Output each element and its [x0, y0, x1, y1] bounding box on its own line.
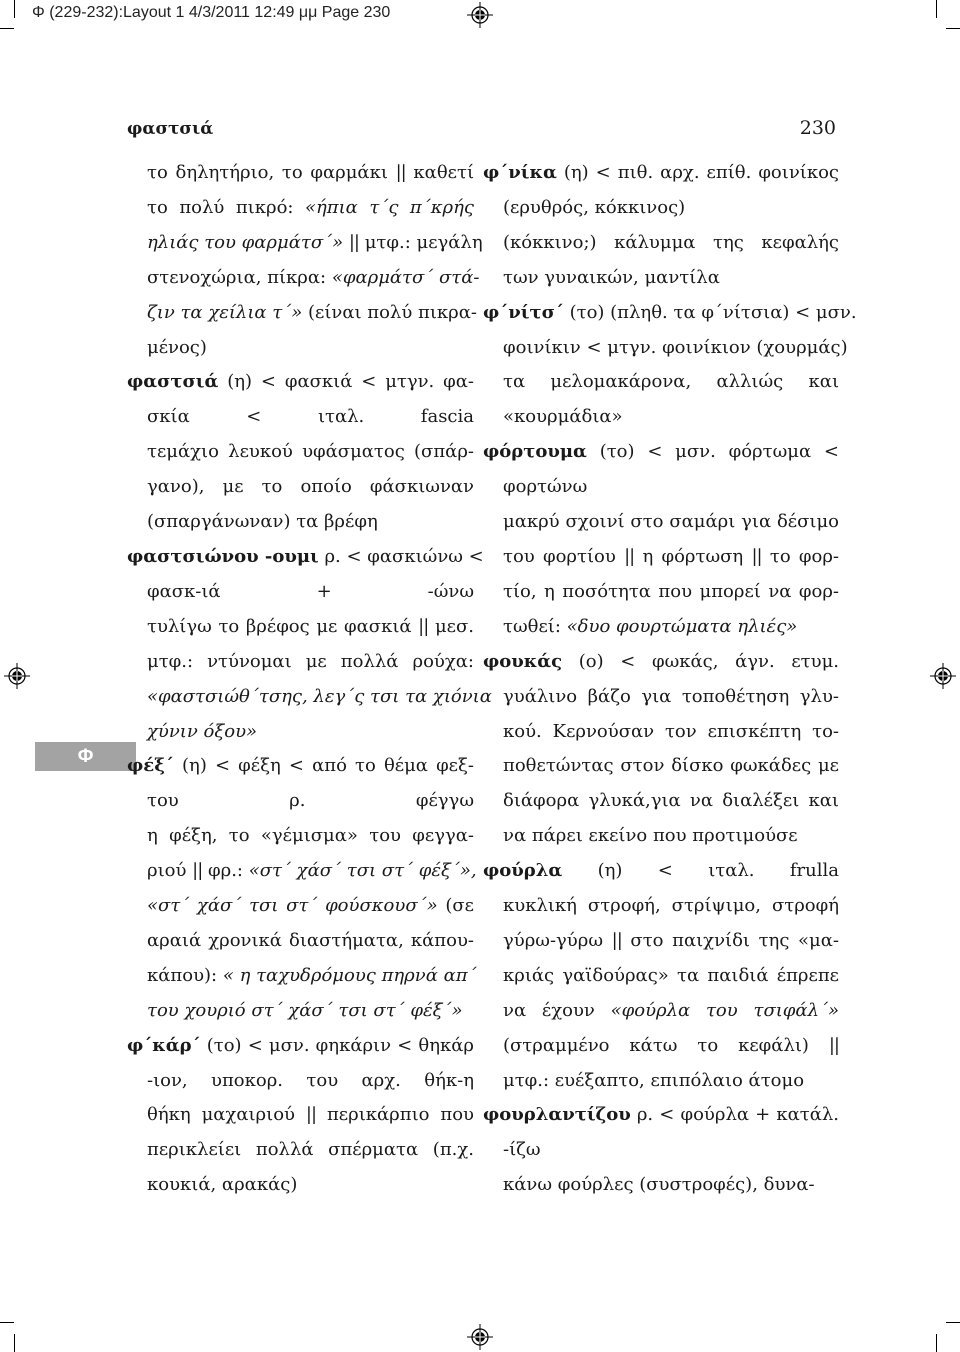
definition-text: μτφ.: ευέξαπτο, επιπόλαιο άτομο	[503, 1069, 805, 1091]
definition-text: (ερυθρός, κόκκινος)	[503, 196, 686, 218]
definition-text: τωθεί:	[503, 615, 567, 637]
definition-text: (ο) < φωκάς, άγν. ετυμ.	[562, 650, 839, 672]
definition-text: των γυναικών, μαντίλα	[503, 266, 720, 288]
entry-line	[137, 680, 492, 715]
entry-line	[493, 226, 839, 261]
headword: φέξ΄	[127, 755, 174, 777]
example-quote: ζιν τα χείλια τ΄»	[147, 301, 303, 323]
entry-line	[493, 1029, 839, 1064]
running-head: φαστσιά	[127, 119, 214, 139]
crop-mark-top-left	[0, 28, 14, 29]
example-quote: «φαρμάτσ΄ στά-	[331, 266, 480, 288]
thumb-index-tab: Φ	[35, 742, 136, 771]
entry-line	[493, 191, 839, 226]
registration-mark-icon	[4, 663, 30, 689]
sense-separator: ||	[395, 162, 406, 183]
definition-text: κάνω φούρλες (συστροφές), δυνα-	[503, 1174, 815, 1196]
entry-line	[493, 1064, 839, 1099]
definition-text: μένος)	[147, 336, 207, 358]
entry-line	[493, 470, 839, 505]
entry-line	[493, 889, 839, 924]
example-quote: «στ΄ χάσ΄ τσι στ΄ φούσκουσ΄»	[147, 895, 438, 917]
entry-line	[137, 470, 474, 505]
definition-text: μακρύ σχοινί στο σαμάρι για δέσιμο	[503, 511, 839, 533]
crop-mark-top-right-v	[936, 0, 937, 18]
definition-text: κού. Κερνούσαν τον επισκέπτη το-	[503, 720, 839, 742]
entry-line	[137, 575, 474, 610]
definition-text: διάφορα γλυκά,για να διαλέξει και	[503, 790, 839, 812]
example-quote: « η ταχυδρόμους πηρνά απ΄	[222, 964, 477, 986]
entry-line	[493, 749, 839, 784]
definition-text: (σε	[437, 895, 474, 917]
entry-line	[493, 680, 839, 715]
entry-line	[137, 924, 474, 959]
definition-text: να πάρει εκείνο που προτιμούσε	[503, 825, 798, 847]
definition-text: η φόρτωση	[634, 545, 752, 567]
entry-line	[127, 1029, 474, 1064]
entry-line	[493, 610, 839, 645]
headword: φαστσιά	[127, 371, 219, 393]
entry-line	[483, 435, 839, 470]
dictionary-column-left	[127, 156, 492, 1203]
print-slug-line: Φ (229-232):Layout 1 4/3/2011 12:49 μμ Page 230	[32, 4, 391, 21]
definition-text: γανο), με το οποίο φάσκιωναν	[147, 476, 474, 498]
entry-line	[137, 191, 474, 226]
definition-text: μτφ.: ντύνομαι με πολλά ρούχα:	[147, 650, 474, 672]
registration-mark-icon	[467, 1324, 493, 1350]
definition-text: (η) < πιθ. αρχ. επίθ. φοινίκος	[556, 162, 839, 183]
entry-line	[137, 854, 477, 889]
entry-line	[493, 924, 839, 959]
definition-text: αραιά χρονικά διαστήματα, κάπου-	[147, 929, 474, 951]
entry-line	[137, 784, 474, 819]
entry-line	[137, 715, 474, 750]
entry-line	[137, 505, 474, 540]
sense-separator: ||	[305, 1104, 317, 1126]
entry-line	[137, 645, 474, 680]
headword: φουρλαντίζου	[483, 1104, 631, 1126]
headword: φουκάς	[483, 650, 563, 672]
entry-line	[137, 400, 474, 435]
entry-line	[493, 540, 839, 575]
entry-line	[483, 296, 857, 331]
example-quote: «στ΄ χάσ΄ τσι στ΄ φέξ΄»,	[248, 860, 477, 882]
headword: φαστσιώνου -ουμι	[127, 545, 319, 567]
definition-text: μεσ.	[428, 615, 474, 637]
definition-text: το φορ-	[761, 545, 840, 567]
entry-line	[137, 296, 477, 331]
example-quote: χύνιν όξου»	[147, 720, 258, 742]
definition-text: φορτώνω	[503, 476, 588, 498]
entry-line	[493, 784, 839, 819]
entry-line	[137, 959, 477, 994]
definition-text: κριάς γαϊδούρας» τα παιδιά έπρεπε	[503, 964, 839, 986]
entry-line	[493, 365, 839, 400]
page-number: 230	[799, 117, 836, 139]
entry-line	[493, 505, 839, 540]
crop-mark-bottom-right-v	[936, 1334, 937, 1352]
definition-text: γυάλινο βάζο για τοποθέτηση γλυ-	[503, 685, 839, 707]
entry-line	[493, 400, 839, 435]
entry-line	[137, 331, 474, 366]
definition-text: ρ. < φασκιώνω <	[318, 545, 484, 567]
definition-text: τίο, η ποσότητα που μπορεί να φορ-	[503, 580, 839, 602]
definition-text: -ιον, υποκορ. του αρχ. θήκ-η	[147, 1069, 474, 1091]
entry-line	[493, 819, 839, 854]
definition-text: του φορτίου	[503, 545, 625, 567]
sense-separator: ||	[348, 231, 359, 253]
registration-mark-icon	[467, 2, 493, 28]
definition-text: τα μελομακάρονα, αλλιώς και	[503, 371, 839, 393]
definition-text: (η) < φασκιά < μτγν. φα-	[218, 371, 474, 393]
sense-separator: ||	[192, 860, 203, 882]
definition-text: θήκη μαχαιριού	[147, 1104, 306, 1126]
sense-separator: ||	[828, 1034, 839, 1056]
definition-text: ρ. < φούρλα + κατάλ.	[630, 1104, 839, 1126]
definition-text: φασκ-ιά + -ώνω	[147, 580, 474, 602]
definition-text: περικλείει πολλά σπέρματα (π.χ.	[147, 1139, 474, 1161]
entry-line	[127, 540, 484, 575]
definition-text: κάπου):	[147, 964, 223, 986]
entry-line	[493, 331, 848, 366]
example-quote: «ήπια τ΄ς π΄κρής	[305, 196, 474, 218]
example-quote: «φαστσιώθ΄τσης, λεγ΄ς τσι τα χιόνια	[147, 685, 492, 707]
definition-text: «κουρμάδια»	[503, 406, 623, 428]
headword: φούρλα	[483, 860, 563, 882]
definition-text: (σπαργάνωναν) τα βρέφη	[147, 511, 378, 533]
headword: φ΄κάρ΄	[127, 1034, 201, 1056]
entry-line	[137, 819, 474, 854]
entry-line	[493, 959, 839, 994]
definition-text: (στραμμένο κάτω το κεφάλι)	[503, 1034, 829, 1056]
example-quote: «φούρλα του τσιφάλ΄»	[610, 999, 839, 1021]
entry-line	[493, 1133, 839, 1168]
entry-line	[137, 156, 474, 191]
crop-mark-top-left-v	[14, 0, 15, 18]
entry-line	[483, 156, 839, 191]
entry-line	[493, 261, 839, 296]
definition-text: (η) < φέξη < από το θέμα φεξ-	[173, 755, 474, 777]
sense-separator: ||	[624, 545, 635, 567]
definition-text: ριού	[147, 860, 193, 882]
example-quote: ηλιάς του φαρμάτσ΄»	[147, 231, 344, 253]
dictionary-column-right	[483, 156, 857, 1203]
definition-text: (η) < ιταλ. frulla	[562, 860, 839, 882]
sense-separator: ||	[751, 545, 762, 567]
entry-line	[137, 226, 483, 261]
entry-line	[493, 1168, 839, 1203]
definition-text: το δηλητήριο, το φαρμάκι	[147, 162, 396, 183]
definition-text: να έχουν	[503, 999, 611, 1021]
entry-line	[483, 1098, 839, 1133]
definition-text: γύρω-γύρω	[503, 929, 612, 951]
entry-line	[483, 645, 839, 680]
entry-line	[137, 1168, 474, 1203]
definition-text: τεμάχιο λευκού υφάσματος (σπάρ-	[147, 441, 474, 463]
definition-text: κουκιά, αρακάς)	[147, 1174, 298, 1196]
definition-text: φοινίκιν < μτγν. φοινίκιον (χουρμάς)	[503, 336, 848, 358]
definition-text: -ίζω	[503, 1139, 541, 1161]
definition-text: η φέξη, το «γέμισμα» του φεγγα-	[147, 825, 474, 847]
entry-line	[137, 261, 480, 296]
headword: φ΄νίτσ΄	[483, 301, 564, 323]
sense-separator: ||	[418, 615, 429, 637]
definition-text: περικάρπιο που	[316, 1104, 474, 1126]
definition-text: του ρ. φέγγω	[147, 790, 474, 812]
definition-text: καθετί	[405, 162, 475, 183]
definition-text: ποθετώντας στον δίσκο φωκάδες με	[503, 755, 839, 777]
definition-text: στενοχώρια, πίκρα:	[147, 266, 332, 288]
entry-line	[137, 610, 474, 645]
definition-text: μτφ.: μεγάλη	[359, 231, 483, 253]
crop-mark-bottom-right	[946, 1322, 960, 1323]
entry-line	[127, 365, 474, 400]
example-quote: «δυο φουρτώματα ηλιές»	[566, 615, 798, 637]
entry-line	[493, 715, 839, 750]
definition-text: (το) (πληθ. τα φ΄νίτσια) < μσν.	[563, 301, 857, 323]
entry-line	[493, 994, 839, 1029]
definition-text: (κόκκινο;) κάλυμμα της κεφαλής	[503, 231, 839, 253]
entry-line	[137, 1098, 474, 1133]
entry-line	[493, 575, 839, 610]
headword: φ΄νίκα	[483, 162, 557, 183]
crop-mark-bottom-left-v	[14, 1334, 15, 1352]
entry-line	[137, 994, 474, 1029]
registration-mark-icon	[930, 663, 956, 689]
crop-mark-top-right	[946, 28, 960, 29]
entry-line	[137, 1064, 474, 1099]
entry-line	[483, 854, 839, 889]
definition-text: (είναι πολύ πικρα-	[302, 301, 477, 323]
entry-line	[137, 889, 474, 924]
definition-text: φρ.:	[202, 860, 249, 882]
example-quote: του χουριό στ΄ χάσ΄ τσι στ΄ φέξ΄»	[147, 999, 463, 1021]
definition-text: τυλίγω το βρέφος με φασκιά	[147, 615, 419, 637]
definition-text: το πολύ πικρό:	[147, 196, 305, 218]
entry-line	[137, 435, 474, 470]
definition-text: (το) < μσν. φηκάριν < θηκάρ	[200, 1034, 474, 1056]
definition-text: στο παιχνίδι της «μα-	[621, 929, 839, 951]
entry-line	[127, 749, 474, 784]
entry-line	[137, 1133, 474, 1168]
sense-separator: ||	[611, 929, 622, 951]
definition-text: κυκλική στροφή, στρίψιμο, στροφή	[503, 895, 839, 917]
definition-text: (το) < μσν. φόρτωμα <	[586, 441, 839, 463]
definition-text: σκία < ιταλ. fascia	[147, 406, 474, 428]
crop-mark-bottom-left	[0, 1322, 14, 1323]
headword: φόρτουμα	[483, 441, 587, 463]
